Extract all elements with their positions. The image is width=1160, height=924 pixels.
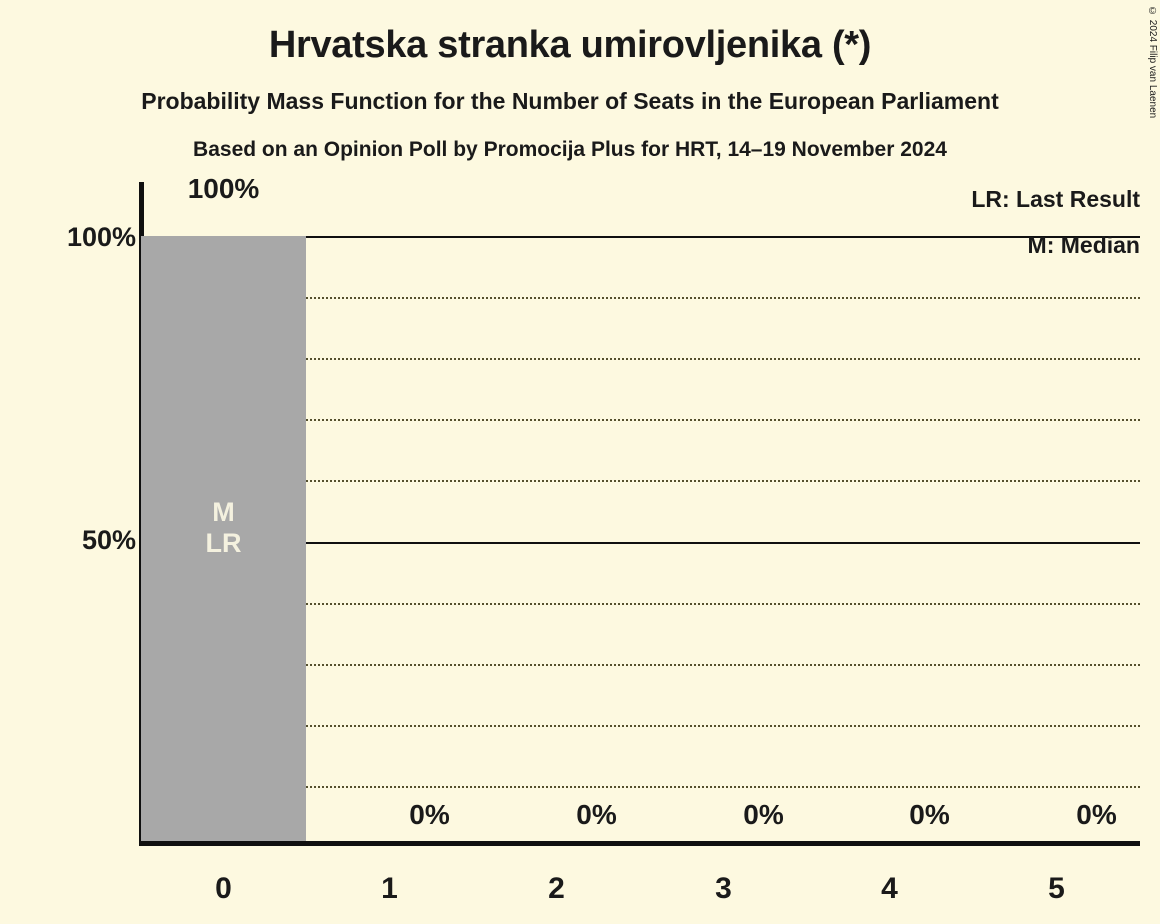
chart-subtitle: Probability Mass Function for the Number of Seats in the European Parliament [141,88,999,114]
page-title: Hrvatska stranka umirovljenika (*) [268,24,872,66]
plot-area [139,173,1140,846]
legend-median: M: Median [1027,232,1140,258]
x-axis-tick-0: 0 [215,872,232,905]
x-axis-tick-2: 2 [548,872,565,905]
y-axis-tick-50: 50% [81,525,136,555]
gridline-10 [306,786,1140,788]
value-label-0: 100% [187,173,260,204]
gridline-20 [306,725,1140,727]
median-marker: M [212,497,235,527]
value-label-4: 0% [909,799,950,830]
bar-0-annotation [141,497,306,559]
value-label-1: 0% [409,799,450,830]
chart-source-subtitle: Based on an Opinion Poll by Promocija Plus for HRT, 14–19 November 2024 [193,138,947,161]
x-axis-line [139,841,1140,846]
y-axis-tick-100: 100% [66,222,136,252]
x-axis-tick-5: 5 [1048,872,1065,905]
value-label-3: 0% [743,799,784,830]
value-label-2: 0% [576,799,617,830]
x-axis-tick-4: 4 [881,872,898,905]
gridline-70 [306,419,1140,421]
gridline-40 [306,603,1140,605]
value-label-5: 0% [1076,799,1117,830]
gridline-100 [306,236,1140,238]
last-result-marker: LR [205,528,242,559]
gridline-50 [306,542,1140,544]
gridline-90 [306,297,1140,299]
gridline-60 [306,480,1140,482]
x-axis-tick-1: 1 [381,872,398,905]
gridline-80 [306,358,1140,360]
gridline-30 [306,664,1140,666]
x-axis-tick-3: 3 [715,872,732,905]
copyright-notice: © 2024 Filip van Laenen [1147,6,1158,119]
legend-last-result: LR: Last Result [971,186,1140,212]
